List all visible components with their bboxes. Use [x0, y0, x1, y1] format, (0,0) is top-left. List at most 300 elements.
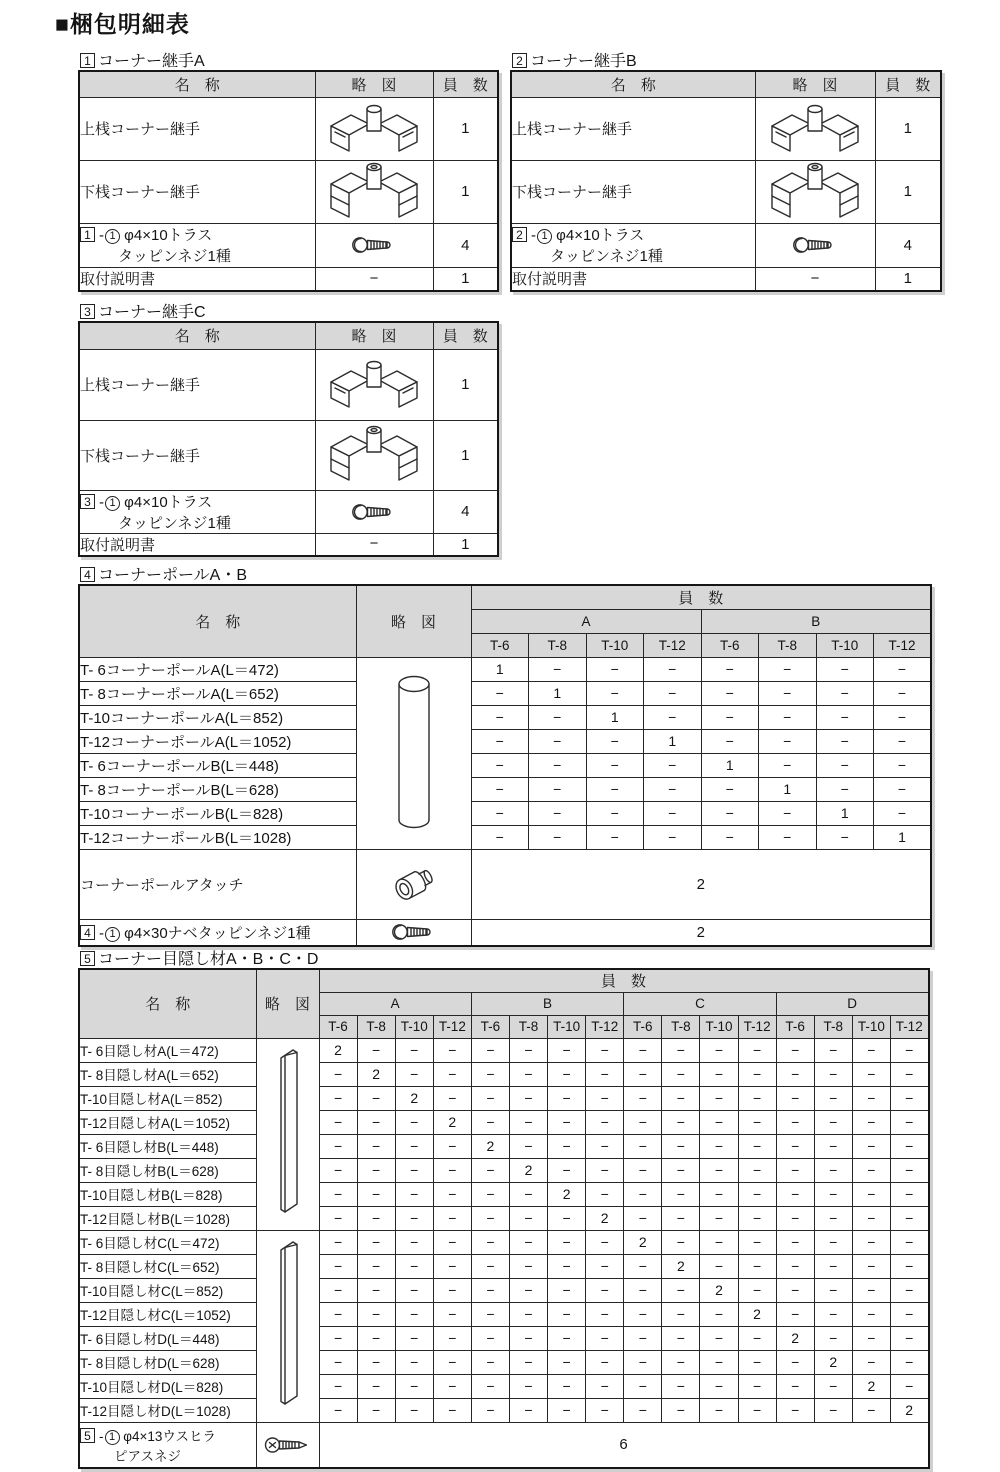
qty-value: − [529, 657, 587, 681]
size-header: T-10 [548, 1015, 586, 1038]
qty-value: − [816, 777, 874, 801]
qty-value: − [816, 729, 874, 753]
item-row [79, 267, 498, 291]
caption-corner-hide [80, 946, 318, 969]
qty-value: − [700, 1350, 738, 1374]
column-header-name: 名 称 [79, 322, 315, 349]
qty-value: − [471, 705, 529, 729]
qty-value: 4 [433, 490, 498, 533]
qty-value: 1 [875, 267, 941, 291]
item-name-line1 [80, 1425, 256, 1445]
qty-value: − [814, 1134, 852, 1158]
corner-pole-table-wrap [78, 584, 932, 947]
qty-value: − [890, 1374, 928, 1398]
dash-mark: − [369, 535, 379, 553]
truss-screw-icon [756, 235, 875, 255]
qty-value: − [738, 1086, 776, 1110]
size-header: T-12 [433, 1015, 471, 1038]
item-name: T-12目隠し材B(L＝1028) [79, 1206, 256, 1230]
item-row [79, 1206, 929, 1230]
qty-value: − [586, 1110, 624, 1134]
qty-value: − [357, 1134, 395, 1158]
qty-value: − [890, 1158, 928, 1182]
item-name-line2: タッピンネジ1種 [550, 248, 663, 265]
column-header-qty: 員 数 [875, 71, 941, 97]
qty-value: − [433, 1278, 471, 1302]
qty-value: − [700, 1134, 738, 1158]
qty-value: − [471, 1374, 509, 1398]
item-name: T-10コーナーポールB(L＝828) [79, 801, 356, 825]
item-name: T- 6コーナーポールA(L＝472) [79, 657, 356, 681]
matrix-table-4 [78, 584, 932, 947]
qty-value: − [509, 1062, 547, 1086]
qty-value: − [319, 1134, 357, 1158]
group-header: A [319, 992, 471, 1015]
item-name: コーナーポールアタッチ [79, 849, 356, 919]
item-row [79, 1302, 929, 1326]
qty-value: 1 [529, 681, 587, 705]
sketch-cell [315, 97, 433, 160]
qty-value: − [586, 753, 644, 777]
qty-value: − [586, 1086, 624, 1110]
qty-value: − [759, 753, 817, 777]
caption-text: コーナー継手C [98, 304, 206, 321]
qty-value: − [890, 1230, 928, 1254]
qty-value: − [738, 1038, 776, 1062]
qty-value: − [471, 1206, 509, 1230]
corner-hide-table-wrap [78, 968, 930, 1469]
item-row [79, 681, 931, 705]
qty-value: − [509, 1326, 547, 1350]
qty-value: − [776, 1086, 814, 1110]
qty-value: 1 [471, 657, 529, 681]
qty-value: − [548, 1374, 586, 1398]
qty-value: − [395, 1062, 433, 1086]
header-row [79, 585, 931, 609]
qty-value: − [890, 1254, 928, 1278]
qty-value: − [644, 801, 702, 825]
qty-value: 2 [357, 1062, 395, 1086]
qty-value: − [852, 1398, 890, 1422]
header-row [511, 71, 941, 97]
qty-value: − [509, 1206, 547, 1230]
column-header-sketch: 略 図 [755, 71, 875, 97]
qty-value: − [662, 1326, 700, 1350]
size-header: T-12 [874, 633, 932, 657]
qty-value: − [700, 1206, 738, 1230]
hide-profile-icon [257, 1045, 319, 1223]
qty-value: − [586, 1326, 624, 1350]
header-row [79, 969, 929, 992]
qty-value: − [548, 1302, 586, 1326]
qty-value: − [586, 657, 644, 681]
qty-value: − [662, 1350, 700, 1374]
item-name [79, 223, 315, 267]
qty-value: − [890, 1302, 928, 1326]
qty-value: − [433, 1230, 471, 1254]
screw-row [79, 1422, 929, 1468]
item-name: T-10コーナーポールA(L＝852) [79, 705, 356, 729]
qty-value: − [700, 1110, 738, 1134]
size-header: T-12 [586, 1015, 624, 1038]
qty-value: − [776, 1278, 814, 1302]
qty-value: 1 [644, 729, 702, 753]
caption-corner-joint-b [512, 48, 637, 71]
size-header: T-10 [852, 1015, 890, 1038]
qty-value: − [701, 657, 759, 681]
column-header-sketch: 略 図 [315, 322, 433, 349]
qty-value: − [319, 1086, 357, 1110]
item-row [79, 420, 498, 490]
qty-value: − [395, 1278, 433, 1302]
qty-value: − [700, 1254, 738, 1278]
boxed-number: 3 [80, 494, 95, 509]
item-name: T- 8コーナーポールA(L＝652) [79, 681, 356, 705]
circled-number: 1 [105, 927, 120, 942]
qty-value: − [395, 1182, 433, 1206]
prefix-separator: - [99, 924, 104, 942]
item-name [79, 919, 356, 946]
qty-value: − [738, 1110, 776, 1134]
item-row [79, 1374, 929, 1398]
qty-value: − [509, 1398, 547, 1422]
qty-value: − [852, 1230, 890, 1254]
qty-value: 2 [776, 1326, 814, 1350]
sketch-cell [755, 160, 875, 223]
qty-value: − [509, 1038, 547, 1062]
qty-value: − [529, 705, 587, 729]
qty-value: − [738, 1350, 776, 1374]
qty-value: − [738, 1206, 776, 1230]
qty-value: − [738, 1230, 776, 1254]
qty-value: − [319, 1110, 357, 1134]
qty-value: − [662, 1182, 700, 1206]
qty-value: − [548, 1230, 586, 1254]
qty-value: − [586, 1230, 624, 1254]
boxed-number: 4 [80, 925, 95, 940]
qty-value: − [357, 1110, 395, 1134]
qty-value: − [586, 1254, 624, 1278]
qty-value: − [624, 1278, 662, 1302]
size-header: T-6 [471, 1015, 509, 1038]
item-name: 下桟コーナー継手 [79, 420, 315, 490]
qty-value: − [319, 1230, 357, 1254]
qty-value: − [471, 1254, 509, 1278]
qty-value: − [471, 1302, 509, 1326]
header-row [79, 71, 498, 97]
item-row [79, 97, 498, 160]
group-header: C [624, 992, 776, 1015]
sketch-cell [315, 533, 433, 556]
qty-value: − [776, 1110, 814, 1134]
item-name: 上桟コーナー継手 [79, 349, 315, 420]
qty-value: − [433, 1350, 471, 1374]
qty-value: − [509, 1302, 547, 1326]
item-name: T- 6目隠し材B(L＝448) [79, 1134, 256, 1158]
qty-value: − [395, 1254, 433, 1278]
qty-value: − [759, 681, 817, 705]
prefix-separator: - [99, 493, 104, 511]
size-header: T-10 [586, 633, 644, 657]
qty-value: 1 [433, 97, 498, 160]
corner-joint-b-table-wrap [510, 70, 942, 292]
item-row [79, 349, 498, 420]
qty-value: − [662, 1230, 700, 1254]
truss-screw-icon [357, 922, 471, 942]
qty-value: − [509, 1254, 547, 1278]
qty-value: − [624, 1062, 662, 1086]
qty-value: − [874, 681, 932, 705]
item-name-text: φ4×13ウスヒラ [119, 1428, 217, 1444]
item-row [79, 705, 931, 729]
qty-value: 2 [814, 1350, 852, 1374]
item-row [79, 825, 931, 849]
qty-value: − [433, 1254, 471, 1278]
item-name: T- 8目隠し材B(L＝628) [79, 1158, 256, 1182]
column-header-sketch: 略 図 [256, 969, 319, 1038]
caption-text: コーナー継手B [530, 53, 637, 70]
qty-value: − [890, 1134, 928, 1158]
item-row [79, 223, 498, 267]
dash-mark: − [369, 269, 379, 287]
qty-value: − [395, 1158, 433, 1182]
hide-profile-icon [257, 1237, 319, 1415]
qty-value: − [852, 1062, 890, 1086]
item-name-text: φ4×10トラス [120, 227, 213, 244]
qty-value: − [395, 1110, 433, 1134]
item-name: T-12目隠し材D(L＝1028) [79, 1398, 256, 1422]
qty-value: − [395, 1038, 433, 1062]
pierce-screw-icon [257, 1435, 319, 1455]
qty-value: − [814, 1326, 852, 1350]
qty-value: − [548, 1254, 586, 1278]
qty-value: − [624, 1302, 662, 1326]
sketch-cell [315, 349, 433, 420]
qty-value: 2 [471, 1134, 509, 1158]
qty-value: − [890, 1086, 928, 1110]
corner-joint-upper-icon [756, 101, 875, 157]
qty-value: 1 [759, 777, 817, 801]
qty-value: − [586, 1062, 624, 1086]
item-name: 取付説明書 [79, 533, 315, 556]
qty-value: − [852, 1254, 890, 1278]
qty-value: 2 [700, 1278, 738, 1302]
qty-value: − [433, 1302, 471, 1326]
item-name [79, 490, 315, 533]
size-header: T-8 [814, 1015, 852, 1038]
size-header: T-8 [759, 633, 817, 657]
qty-value: − [852, 1182, 890, 1206]
qty-value: − [890, 1110, 928, 1134]
item-row [79, 160, 498, 223]
qty-value: − [471, 1278, 509, 1302]
qty-value: − [586, 1182, 624, 1206]
qty-value: − [433, 1086, 471, 1110]
qty-value: − [395, 1134, 433, 1158]
qty-value: − [509, 1374, 547, 1398]
qty-value: − [395, 1398, 433, 1422]
qty-value: − [433, 1182, 471, 1206]
item-row [511, 97, 941, 160]
qty-value: − [319, 1302, 357, 1326]
qty-value: 2 [395, 1086, 433, 1110]
qty-value: − [738, 1062, 776, 1086]
circled-number: 1 [105, 229, 120, 244]
qty-value: − [738, 1134, 776, 1158]
item-row [79, 1062, 929, 1086]
pole-attach-icon [357, 861, 471, 907]
qty-value: − [471, 1110, 509, 1134]
qty-value: − [814, 1254, 852, 1278]
qty-value: − [700, 1374, 738, 1398]
qty-value: − [852, 1038, 890, 1062]
group-header: D [776, 992, 928, 1015]
qty-value: − [776, 1038, 814, 1062]
qty-value: − [529, 777, 587, 801]
qty-value: − [890, 1326, 928, 1350]
boxed-number: 4 [80, 567, 95, 582]
qty-value: 2 [548, 1182, 586, 1206]
qty-value: − [644, 657, 702, 681]
item-row [79, 729, 931, 753]
qty-value: − [759, 657, 817, 681]
size-header: T-12 [890, 1015, 928, 1038]
qty-value: − [509, 1134, 547, 1158]
sketch-cell [256, 1422, 319, 1468]
item-name: T-10目隠し材A(L＝852) [79, 1086, 256, 1110]
qty-value: − [814, 1230, 852, 1254]
item-row [79, 1398, 929, 1422]
qty-value: − [548, 1278, 586, 1302]
prefix-separator: - [99, 1428, 104, 1444]
qty-value: − [890, 1350, 928, 1374]
qty-value: − [624, 1326, 662, 1350]
qty-value: − [701, 681, 759, 705]
corner-joint-upper-icon [316, 101, 433, 157]
qty-value: − [586, 1134, 624, 1158]
qty-value: − [471, 681, 529, 705]
qty-value: − [890, 1182, 928, 1206]
item-row [79, 801, 931, 825]
caption-corner-joint-c [80, 299, 206, 322]
qty-value: − [662, 1086, 700, 1110]
qty-value: 2 [509, 1158, 547, 1182]
qty-value: − [874, 705, 932, 729]
item-name: 取付説明書 [511, 267, 755, 291]
qty-value: − [644, 681, 702, 705]
item-name-text: φ4×10トラス [552, 227, 645, 244]
size-header: T-12 [644, 633, 702, 657]
size-header: T-8 [357, 1015, 395, 1038]
qty-value: − [433, 1158, 471, 1182]
sketch-cell [755, 267, 875, 291]
qty-value: − [586, 777, 644, 801]
qty-value: − [548, 1086, 586, 1110]
sketch-cell [755, 223, 875, 267]
size-header: T-8 [509, 1015, 547, 1038]
corner-joint-upper-icon [316, 357, 433, 413]
qty-value: − [433, 1398, 471, 1422]
qty-value: − [874, 729, 932, 753]
qty-value: − [624, 1038, 662, 1062]
qty-value: − [529, 825, 587, 849]
qty-value: − [816, 753, 874, 777]
sketch-cell [315, 223, 433, 267]
qty-value: − [852, 1110, 890, 1134]
qty-value: − [852, 1206, 890, 1230]
prefix-separator: - [99, 227, 104, 244]
boxed-number: 2 [512, 53, 527, 68]
qty-value: − [738, 1398, 776, 1422]
qty-value: 1 [433, 420, 498, 490]
qty-value: − [816, 825, 874, 849]
size-header: T-12 [738, 1015, 776, 1038]
group-header: B [701, 609, 931, 633]
item-name: T- 8目隠し材A(L＝652) [79, 1062, 256, 1086]
item-row [79, 490, 498, 533]
qty-value: − [738, 1374, 776, 1398]
item-name-text: φ4×10トラス [120, 493, 213, 511]
qty-value: 2 [662, 1254, 700, 1278]
corner-joint-c-table-wrap [78, 321, 499, 557]
caption-corner-joint-a [80, 48, 205, 71]
item-name [511, 223, 755, 267]
qty-value: − [529, 729, 587, 753]
boxed-number: 5 [80, 951, 95, 966]
corner-joint-lower-icon [316, 161, 433, 223]
qty-value: − [624, 1374, 662, 1398]
qty-value: − [814, 1182, 852, 1206]
qty-value: − [433, 1374, 471, 1398]
item-name: 取付説明書 [79, 267, 315, 291]
sketch-cell [356, 919, 471, 946]
qty-value: − [738, 1278, 776, 1302]
qty-value: − [852, 1278, 890, 1302]
qty-value: − [738, 1182, 776, 1206]
qty-value: − [624, 1254, 662, 1278]
boxed-number: 5 [80, 1428, 95, 1443]
qty-value: − [776, 1230, 814, 1254]
size-header: T-10 [816, 633, 874, 657]
truss-screw-icon [316, 502, 433, 522]
qty-value: − [700, 1062, 738, 1086]
qty-value: − [700, 1158, 738, 1182]
qty-value: − [357, 1350, 395, 1374]
qty-value: − [644, 777, 702, 801]
sketch-cell [256, 1038, 319, 1230]
size-header: T-6 [471, 633, 529, 657]
qty-value: − [319, 1350, 357, 1374]
item-row [79, 1350, 929, 1374]
qty-value: − [319, 1374, 357, 1398]
qty-value: − [548, 1134, 586, 1158]
qty-value: 2 [890, 1398, 928, 1422]
item-name: 上桟コーナー継手 [79, 97, 315, 160]
qty-value: − [471, 777, 529, 801]
qty-value: − [814, 1206, 852, 1230]
qty-value: − [357, 1398, 395, 1422]
item-name-text: φ4×30ナベタッピンネジ1種 [120, 924, 311, 942]
qty-value: − [814, 1398, 852, 1422]
group-header: A [471, 609, 701, 633]
item-row [79, 753, 931, 777]
item-name: 下桟コーナー継手 [79, 160, 315, 223]
qty-value: − [471, 1398, 509, 1422]
qty-value: − [624, 1134, 662, 1158]
column-header-sketch: 略 図 [356, 585, 471, 657]
qty-value: − [662, 1134, 700, 1158]
size-header: T-10 [700, 1015, 738, 1038]
